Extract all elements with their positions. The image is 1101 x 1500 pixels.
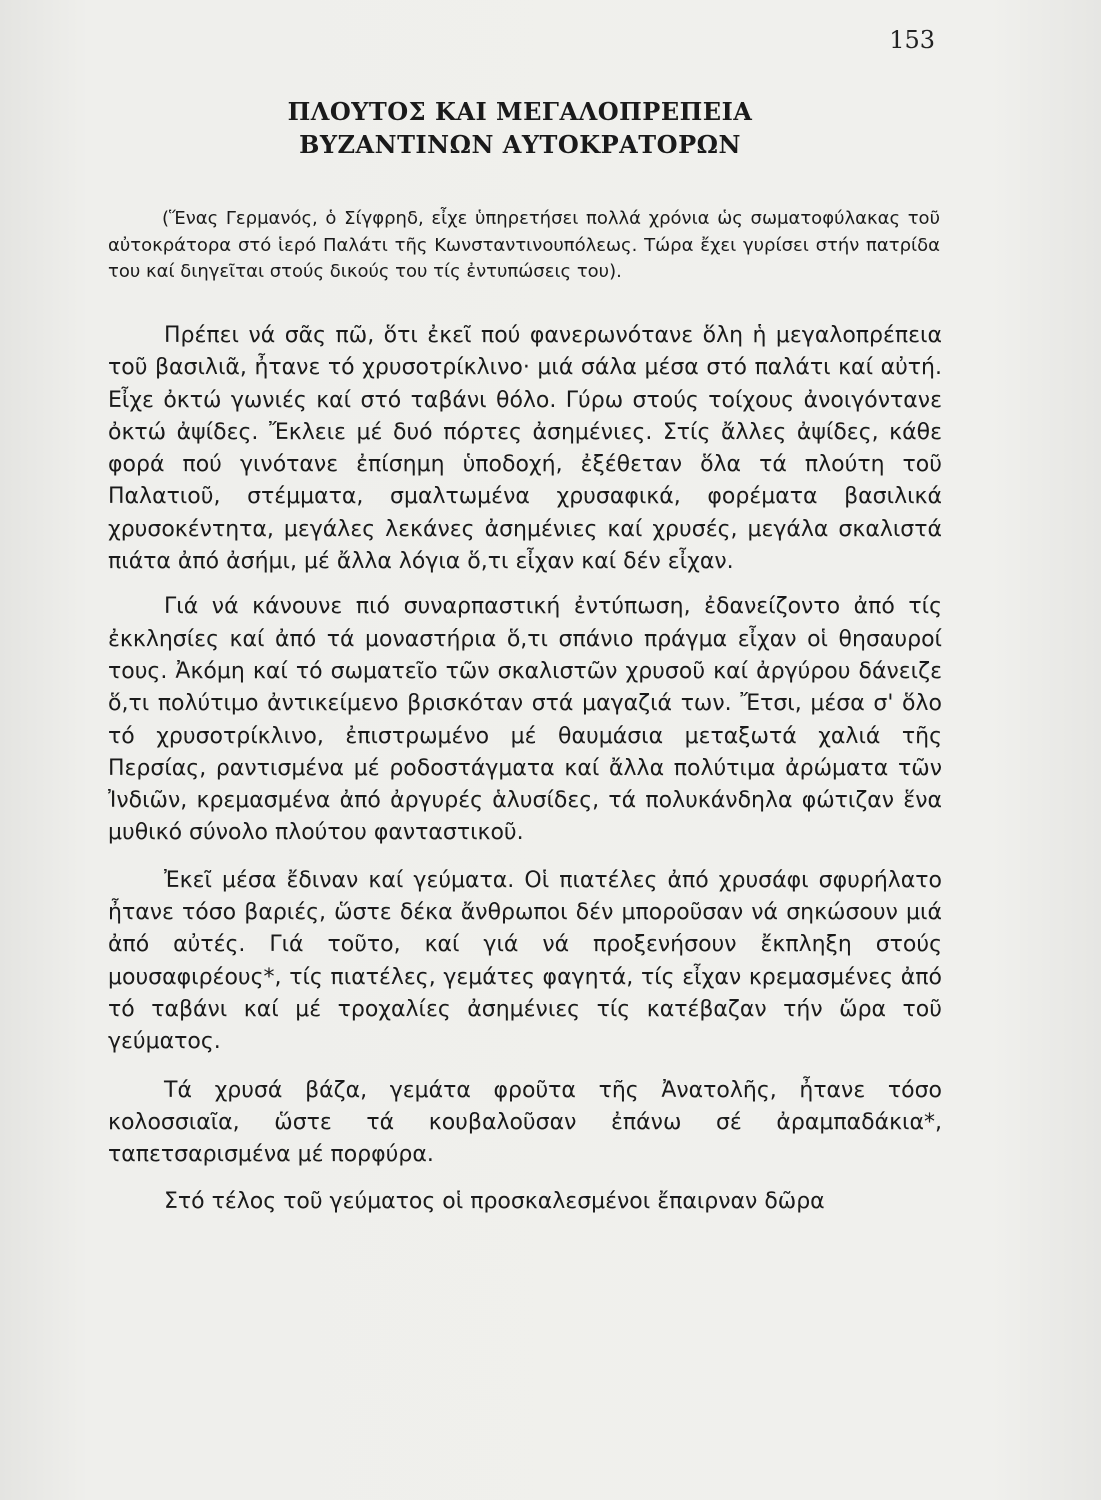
page-number: 153: [889, 26, 935, 54]
paragraph-4: Τά χρυσά βάζα, γεμάτα φροῦτα τῆς Ἀνατολῆς, ἦτανε τόσο κολοσσιαῖα, ὥστε τά κουβαλοῦσαν ἐπάνω σέ ἀραμπαδάκια*, ταπετσαρισμένα μέ πορφύρα.: [108, 1077, 942, 1168]
paragraph-5: Στό τέλος τοῦ γεύματος οἱ προσκαλεσμένοι ἔπαιρναν δῶρα: [164, 1189, 825, 1215]
paragraph-2: Γιά νά κάνουνε πιό συναρπαστική ἐντύπωση, ἐδανείζοντο ἀπό τίς ἐκκλησίες καί ἀπό τά μοναστήρια ὅ,τι σπάνιο πράγμα εἶχαν οἱ θησαυροί τους. Ἀκόμη καί τό σωματεῖο τῶν σκαλιστῶν χρυσοῦ καί ἀργύρου δάνειζε ὅ,τι πολύτιμο ἀντικείμενο βρισκόταν στά μαγαζιά των. Ἔτσι, μέσα σ' ὅλο τό χρυσοτρίκλινο, ἐπιστρωμένο μέ θαυμάσια μεταξωτά χαλιά τῆς Περσίας, ραντισμένα μέ ροδοστάγματα καί ἄλλα πολύτιμα ἀρώματα τῶν Ἰνδιῶν, κρεμασμένα ἀπό ἀργυρές ἁλυσίδες, τά πολυκάνδηλα φώτιζαν ἕνα μυθικό σύνολο πλούτου φανταστικοῦ.: [108, 594, 942, 846]
paragraph-3: Ἐκεῖ μέσα ἔδιναν καί γεύματα. Οἱ πιατέλες ἀπό χρυσάφι σφυρήλατο ἦτανε τόσο βαριές, ὥστε δέκα ἄνθρωποι δέν μποροῦσαν νά σηκώσουν μιά ἀπό αὐτές. Γιά τοῦτο, καί γιά νά προξενήσουν ἔκπληξη στούς μουσαφιρέους*, τίς πιατέλες, γεμάτες φαγητά, τίς εἶχαν κρεμασμένες ἀπό τό ταβάνι καί μέ τροχαλίες ἀσημένιες τίς κατέβαζαν τήν ὥρα τοῦ γεύματος.: [108, 867, 942, 1055]
chapter-title-line-1: ΠΛΟΥΤΟΣ ΚΑΙ ΜΕΓΑΛΟΠΡΕΠΕΙΑ: [287, 97, 753, 126]
intro-paragraph: (Ἕνας Γερμανός, ὁ Σίγφρηδ, εἶχε ὑπηρετήσει πολλά χρόνια ὡς σωματοφύλακας τοῦ αὐτοκράτορα στό ἱερό Παλάτι τῆς Κωνσταντινουπόλεως. Τώρα ἔχει γυρίσει στήν πατρίδα του καί διηγεῖται στούς δικούς του τίς ἐντυπώσεις του).: [108, 208, 940, 282]
intro-note: [108, 206, 940, 286]
body-text: [108, 320, 942, 1219]
paragraph-1: Πρέπει νά σᾶς πῶ, ὅτι ἐκεῖ πού φανερωνότανε ὅλη ἡ μεγαλοπρέπεια τοῦ βασιλιᾶ, ἦτανε τό χρυσοτρίκλινο· μιά σάλα μέσα στό παλάτι καί αὐτή. Εἶχε ὀκτώ γωνιές καί στό ταβάνι θόλο. Γύρω στούς τοίχους ἀνοιγόντανε ὀκτώ ἀψίδες. Ἔκλειε μέ δυό πόρτες ἀσημένιες. Στίς ἄλλες ἀψίδες, κάθε φορά πού γινότανε ἐπίσημη ὑποδοχή, ἐξέθεταν ὅλα τά πλούτη τοῦ Παλατιοῦ, στέμματα, σμαλτωμένα χρυσαφικά, φορέματα βασιλικά χρυσοκέντητα, μεγάλες λεκάνες ἀσημένιες καί χρυσές, μεγάλα σκαλιστά πιάτα ἀπό ἀσήμι, μέ ἄλλα λόγια ὅ,τι εἶχαν καί δέν εἶχαν.: [108, 323, 942, 575]
chapter-title-line-2: ΒΥΖΑΝΤΙΝΩΝ ΑΥΤΟΚΡΑΤΟΡΩΝ: [299, 130, 741, 159]
chapter-title: [0, 95, 1040, 161]
